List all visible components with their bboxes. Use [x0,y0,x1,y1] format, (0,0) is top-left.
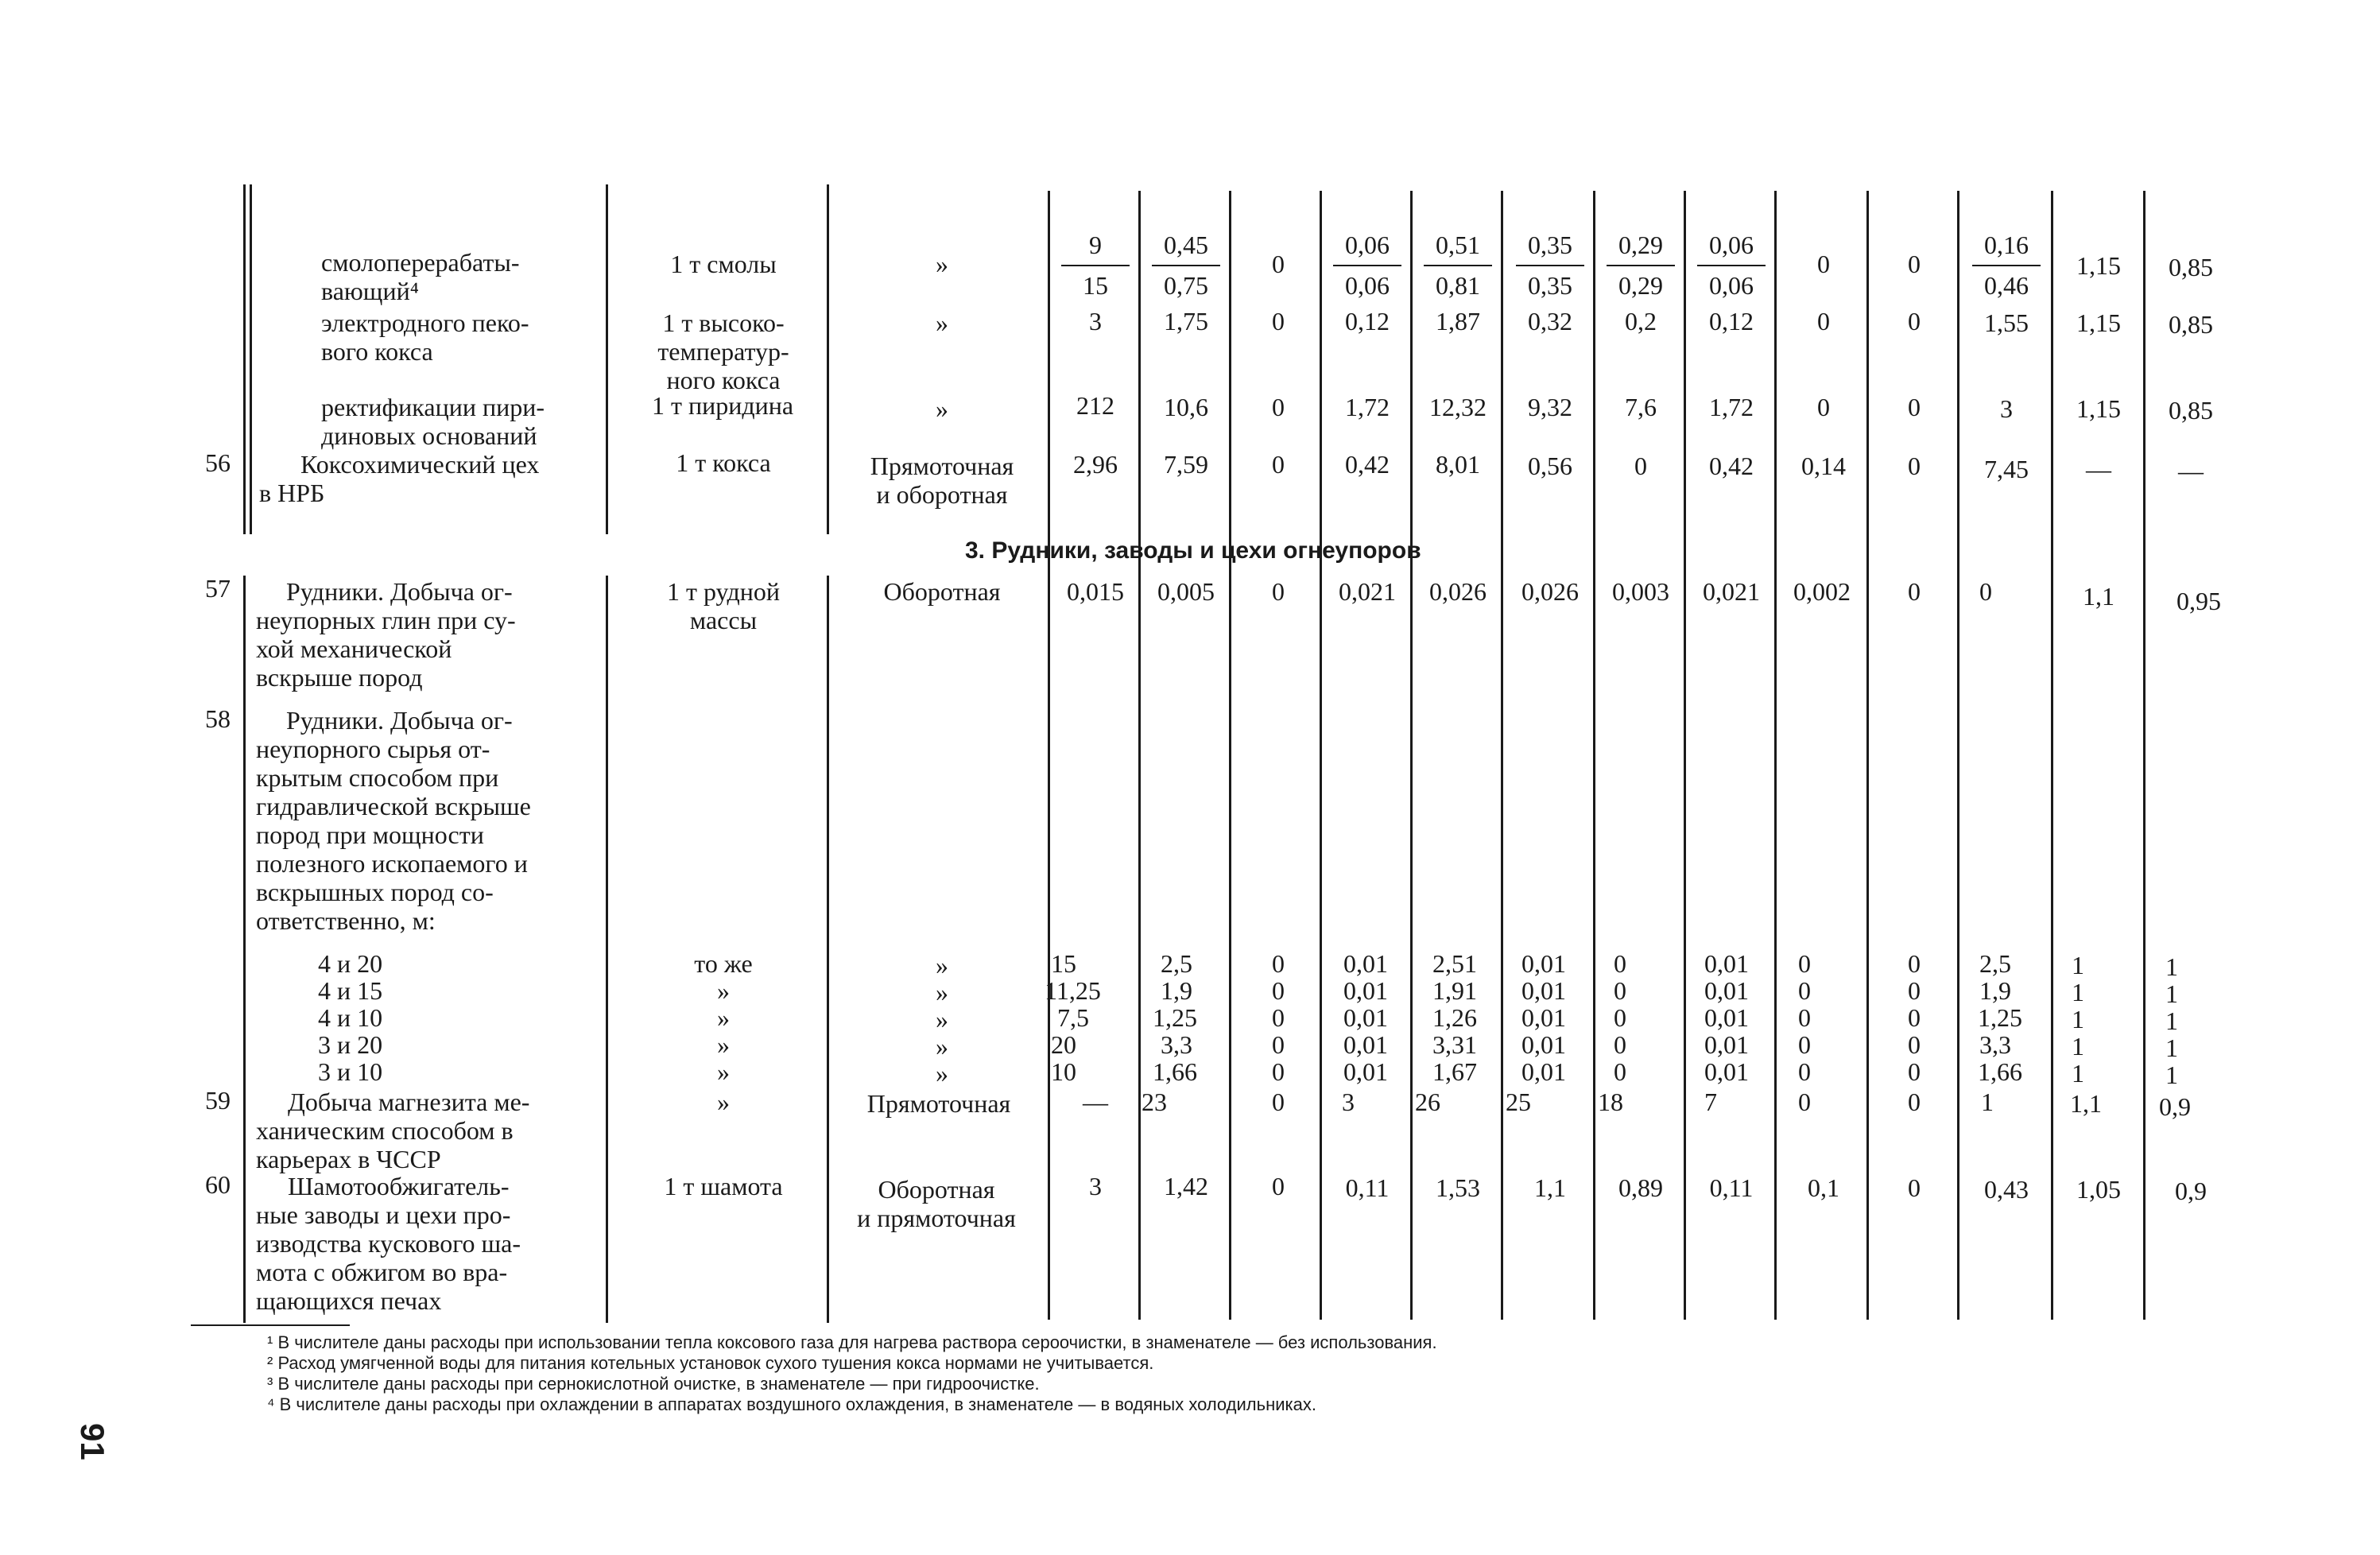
cell-value: 0 [1614,949,1626,978]
cell-value: 7 [1704,1088,1717,1116]
cell-value: 15 [1051,949,1076,978]
cell-value: 0,01 [1343,949,1388,978]
cell-value: 0 [1272,1057,1285,1086]
cell-value: 0,002 [1793,577,1851,606]
row-name: Рудники. Добыча ог- неупорных глин при су- хой механической вскрыше пород [256,577,516,692]
cell-value: 0,01 [1704,1030,1749,1059]
cell-value: 0,11 [1709,1173,1754,1202]
cell-value: 1,25 [1153,1003,1197,1032]
cell-value: 0 [1272,450,1285,479]
cell-value: 0 [1908,393,1921,421]
footnote: ¹ В числителе даны расходы при использовании тепла коксового газа для нагрева раствора сероочистки, в знаменателе — без использования. [267,1332,1437,1352]
cell-value: 3,31 [1432,1030,1477,1059]
cell-value: 212 [1076,391,1114,420]
subrow-label: 4 и 20 [318,949,383,978]
row-scheme: Прямоточная и оборотная [870,452,1014,509]
cell-value: 0,01 [1521,976,1566,1005]
row-name: ректификации пири- диновых оснований [321,393,545,450]
col-rule [827,184,829,534]
cell-value: 2,5 [1979,949,2011,978]
cell-value: 0 [1272,250,1285,278]
cell-value: 1,1 [2083,582,2114,611]
cell-value: 0 [1908,1057,1921,1086]
cell-value: 3,3 [1161,1030,1192,1059]
cell-value: 0,56 [1528,452,1572,480]
cell-value: 2,5 [1161,949,1192,978]
cell-value: 1 [2165,1061,2178,1089]
cell-value: 0 [1272,307,1285,335]
cell-value: 0,85 [2169,396,2213,425]
cell-value: 1,26 [1432,1003,1477,1032]
row-scheme: Прямоточная [866,1089,1011,1118]
cell-value: 18 [1598,1088,1623,1116]
cell-value: 0,95 [2176,587,2221,615]
cell-value: 0,01 [1704,1003,1749,1032]
row-unit: » [717,1057,730,1086]
cell-value: 0 [1908,1088,1921,1116]
subrow-label: 4 и 10 [318,1003,383,1032]
fraction-value: 0,29 0,29 [1603,231,1679,301]
cell-value: 0 [1272,577,1285,606]
cell-value: 1,25 [1978,1003,2022,1032]
cell-value: 1,66 [1978,1057,2022,1086]
fraction-value: 0,51 0,81 [1420,231,1496,301]
row-number: 56 [205,448,231,477]
cell-value: 0,01 [1343,1057,1388,1086]
cell-value: 0 [1908,250,1921,278]
cell-value: 1,9 [1979,976,2011,1005]
row-number: 60 [205,1170,231,1199]
row-name: Рудники. Добыча ог- неупорного сырья от- крытым способом при гидравлической вскрыше пород при мощности полезного ископаемого и вскрышных пород со- ответственно, м: [256,706,531,935]
col-rule [1957,191,1959,1320]
cell-value: 1,87 [1436,307,1480,335]
cell-value: 0,01 [1343,1003,1388,1032]
cell-value: 0,015 [1067,577,1124,606]
section-title: 3. Рудники, заводы и цехи огнеупоров [965,537,1421,564]
cell-value: 9,32 [1528,393,1572,421]
cell-value: 12,32 [1429,393,1487,421]
col-rule [2143,191,2145,1320]
cell-value: 0 [1614,1030,1626,1059]
cell-value: 1,53 [1436,1173,1480,1202]
cell-value: 1 [2165,1006,2178,1035]
cell-value: 3 [2000,394,2013,423]
cell-value: 0,11 [1345,1173,1390,1202]
col-rule [1684,191,1686,1320]
col-rule [1501,191,1503,1320]
col-rule [243,184,246,534]
cell-value: 0,01 [1521,949,1566,978]
cell-value: 0,85 [2169,253,2213,281]
footnote: ³ В числителе даны расходы при сернокислотной очистке, в знаменателе — при гидроочистке. [267,1374,1040,1394]
cell-value: 0,01 [1521,1030,1566,1059]
col-rule [606,184,608,534]
cell-value: 3 [1089,307,1102,335]
cell-value: 0,01 [1343,976,1388,1005]
footnote: ⁴ В числителе даны расходы при охлаждении в аппаратах воздушного охлаждения, в знаменателе — в водяных холодильниках. [267,1394,1316,1414]
cell-value: 2,96 [1073,450,1118,479]
cell-value: 0 [1908,949,1921,978]
row-scheme: » [936,394,948,423]
col-rule [606,576,608,1323]
cell-value: 0 [1908,577,1921,606]
row-scheme: » [936,1005,948,1033]
page-number: 91 [74,1423,111,1460]
row-unit: » [717,1030,730,1059]
row-name: электродного пеко- вого кокса [321,308,529,366]
cell-value: 0,005 [1157,577,1215,606]
fraction-value: 0,45 0,75 [1148,231,1224,301]
cell-value: 7,59 [1164,450,1208,479]
cell-value: 1 [2165,952,2178,981]
cell-value: 0 [1817,393,1830,421]
cell-value: — [1083,1088,1108,1116]
cell-value: 0 [1798,1088,1811,1116]
cell-value: 3 [1342,1088,1355,1116]
cell-value: 1 [2072,1032,2084,1061]
footnote: ² Расход умягченной воды для питания котельных установок сухого тушения кокса нормами не учитывается. [267,1353,1154,1373]
row-name: Добыча магнезита ме- ханическим способом в карьерах в ЧССР [256,1088,530,1173]
cell-value: 0,01 [1704,976,1749,1005]
cell-value: 0 [1614,1003,1626,1032]
fraction-value: 0,16 0,46 [1968,231,2045,301]
cell-value: 0 [1272,393,1285,421]
cell-value: 0,43 [1984,1175,2029,1204]
row-unit: 1 т смолы [670,250,777,278]
fraction-value: 9 15 [1057,231,1134,301]
cell-value: 7,45 [1984,455,2029,483]
cell-value: 0,021 [1703,577,1760,606]
cell-value: 0 [1908,976,1921,1005]
cell-value: 25 [1506,1088,1531,1116]
cell-value: 1,67 [1432,1057,1477,1086]
row-number: 59 [205,1086,231,1115]
cell-value: 1,66 [1153,1057,1197,1086]
cell-value: 0 [1798,1003,1811,1032]
col-rule [243,576,246,1323]
cell-value: 0 [1817,307,1830,335]
row-name: Шамотообжигатель- ные заводы и цехи про- изводства кускового ша- мота с обжигом во вра- щающихся печах [256,1172,521,1315]
cell-value: 8,01 [1436,450,1480,479]
row-name: смолоперерабаты- вающий⁴ [321,248,520,305]
col-rule [1774,191,1777,1320]
cell-value: 1,72 [1709,393,1754,421]
fraction-value: 0,35 0,35 [1512,231,1588,301]
row-scheme: Оборотная и прямоточная [857,1175,1016,1232]
cell-value: 0 [1908,452,1921,480]
cell-value: 0 [1798,976,1811,1005]
cell-value: 1,1 [1534,1173,1566,1202]
cell-value: 0,9 [2175,1177,2207,1205]
cell-value: 0,021 [1339,577,1396,606]
cell-value: 11,25 [1045,976,1101,1005]
cell-value: 0 [1908,307,1921,335]
col-rule [1410,191,1413,1320]
row-scheme: » [936,308,948,337]
row-number: 58 [205,704,231,733]
row-unit: 1 т кокса [676,448,771,477]
cell-value: 0 [1272,1172,1285,1200]
row-scheme: » [936,1032,948,1061]
cell-value: 7,5 [1057,1003,1089,1032]
subrow-label: 3 и 20 [318,1030,383,1059]
row-unit: 1 т пиридина [651,391,794,420]
cell-value: 26 [1415,1088,1440,1116]
col-rule [1048,191,1050,1320]
cell-value: 0 [1908,1173,1921,1202]
cell-value: 0 [1614,976,1626,1005]
cell-value: 0 [1614,1057,1626,1086]
col-rule [2051,191,2053,1320]
cell-value: 0 [1634,452,1647,480]
cell-value: 0,01 [1704,949,1749,978]
fraction-value: 0,06 0,06 [1693,231,1769,301]
cell-value: 10,6 [1164,393,1208,421]
cell-value: 0,01 [1521,1057,1566,1086]
cell-value: 0,026 [1429,577,1487,606]
cell-value: 0 [1817,250,1830,278]
cell-value: 0,42 [1709,452,1754,480]
cell-value: 1,55 [1984,308,2029,337]
cell-value: 2,51 [1432,949,1477,978]
cell-value: 3 [1089,1172,1102,1200]
cell-value: 1,15 [2076,251,2121,280]
cell-value: 1,1 [2070,1089,2102,1118]
row-number: 57 [205,574,231,603]
col-rule [250,184,252,534]
col-rule [1866,191,1869,1320]
col-rule [1320,191,1322,1320]
row-scheme: Оборотная [883,577,1001,606]
col-rule [1138,191,1141,1320]
cell-value: 0 [1979,577,1992,606]
cell-value: — [2086,455,2111,483]
col-rule [1593,191,1595,1320]
cell-value: 0 [1272,1030,1285,1059]
cell-value: 0,003 [1612,577,1669,606]
cell-value: 1,15 [2076,394,2121,423]
cell-value: 10 [1051,1057,1076,1086]
cell-value: 0,32 [1528,307,1572,335]
cell-value: 0,89 [1618,1173,1663,1202]
row-scheme: » [936,951,948,979]
cell-value: 0,01 [1343,1030,1388,1059]
row-unit: » [717,1003,730,1032]
row-scheme: » [936,978,948,1006]
row-unit: 1 т шамота [664,1172,783,1200]
cell-value: 1,75 [1164,307,1208,335]
cell-value: 1,42 [1164,1172,1208,1200]
cell-value: 0 [1272,949,1285,978]
cell-value: 0,12 [1345,307,1390,335]
subrow-label: 4 и 15 [318,976,383,1005]
cell-value: — [2178,456,2204,485]
cell-value: 0,12 [1709,307,1754,335]
cell-value: 0,01 [1704,1057,1749,1086]
cell-value: 0 [1798,949,1811,978]
cell-value: 20 [1051,1030,1076,1059]
cell-value: 0 [1272,1088,1285,1116]
cell-value: 0 [1798,1057,1811,1086]
cell-value: 1,91 [1432,976,1477,1005]
cell-value: 0,1 [1808,1173,1839,1202]
cell-value: 1,9 [1161,976,1192,1005]
row-scheme: » [936,250,948,278]
cell-value: 0,42 [1345,450,1390,479]
cell-value: 0 [1798,1030,1811,1059]
row-unit: » [717,976,730,1005]
cell-value: 23 [1142,1088,1167,1116]
cell-value: 0,14 [1801,452,1846,480]
cell-value: 1,72 [1345,393,1390,421]
row-name: Коксохимический цех в НРБ [259,450,540,507]
cell-value: 0,01 [1521,1003,1566,1032]
cell-value: 7,6 [1625,393,1657,421]
cell-value: 1 [2072,1005,2084,1033]
bottom-rule [191,1324,350,1326]
cell-value: 1 [1981,1088,1994,1116]
cell-value: 0 [1908,1030,1921,1059]
row-scheme: » [936,1059,948,1088]
cell-value: 1,15 [2076,308,2121,337]
cell-value: 1 [2072,951,2084,979]
cell-value: 0,85 [2169,310,2213,339]
cell-value: 1,05 [2076,1175,2121,1204]
row-unit: 1 т рудной массы [666,577,781,634]
cell-value: 0 [1272,1003,1285,1032]
cell-value: 0 [1908,1003,1921,1032]
row-unit: 1 т высоко- температур- ного кокса [657,308,789,394]
fraction-value: 0,06 0,06 [1329,231,1405,301]
row-unit: » [717,1088,730,1116]
col-rule [1229,191,1231,1320]
cell-value: 3,3 [1979,1030,2011,1059]
cell-value: 0,026 [1521,577,1579,606]
cell-value: 0,9 [2159,1092,2191,1121]
cell-value: 1 [2165,979,2178,1008]
row-unit: то же [694,949,753,978]
cell-value: 1 [2072,978,2084,1006]
cell-value: 0,2 [1625,307,1657,335]
subrow-label: 3 и 10 [318,1057,383,1086]
cell-value: 1 [2165,1033,2178,1062]
cell-value: 1 [2072,1059,2084,1088]
cell-value: 0 [1272,976,1285,1005]
